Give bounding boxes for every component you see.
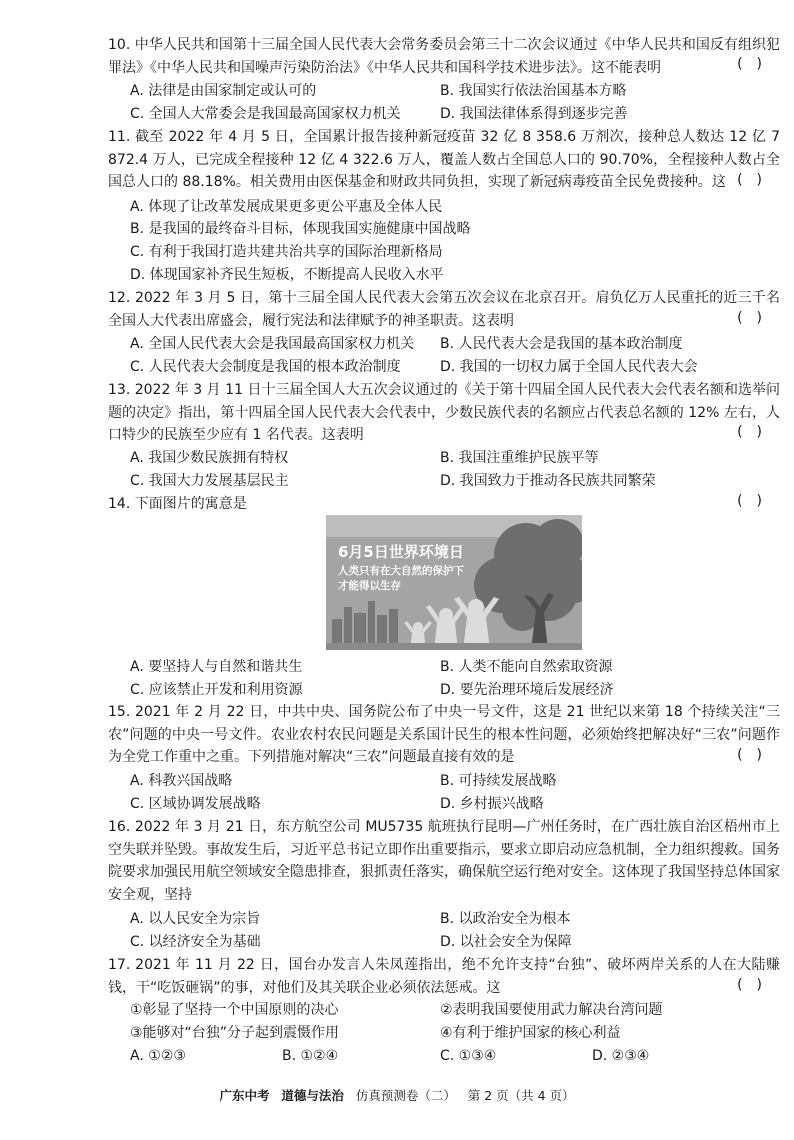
option-a[interactable]: A. 我国少数民族拥有特权: [130, 450, 289, 466]
question-number: 15.: [108, 704, 131, 720]
statement-3: ③能够对“台独”分子起到震慑作用: [130, 1025, 340, 1041]
option-d[interactable]: D. 我国致力于推动各民族共同繁荣: [440, 473, 656, 489]
question-16-stem: 16. 2022 年 3 月 21 日，东方航空公司 MU5735 航班执行昆明—广州任务时，在广西壮族自治区梧州市上空失联并坠毁。事故发生后，习近平总书记立即作出重要指示，要求立即启动应急机制，全力组织搜救。国务院要求加强民用航空领域安全隐患排查，狠抓责任落实，确保航空运行绝对安全。这体现了我国坚持总体国家安全观，坚持: [108, 819, 780, 903]
option-a[interactable]: A. 法律是由国家制定或认可的: [130, 83, 317, 99]
question-number: 11.: [108, 129, 131, 145]
answer-blank[interactable]: (): [737, 493, 776, 509]
option-c[interactable]: C. 应该禁止开发和利用资源: [130, 682, 303, 698]
question-number: 14.: [108, 496, 131, 512]
poster-subtitle: 人类只有在大自然的保护下 才能得以生存: [338, 565, 464, 592]
option-b[interactable]: B. 以政治安全为根本: [440, 911, 571, 927]
page-footer: [0, 1086, 794, 1104]
option-a[interactable]: A. ①②③: [130, 1048, 186, 1064]
answer-blank[interactable]: (): [737, 747, 776, 763]
option-d[interactable]: D. 我国法律体系得到逐步完善: [440, 106, 628, 122]
footer-page-number: 第 2 页（共 4 页）: [467, 1088, 575, 1103]
answer-blank[interactable]: (): [737, 56, 776, 72]
statement-4: ④有利于维护国家的核心利益: [440, 1025, 621, 1041]
option-c[interactable]: C. 我国大力发展基层民主: [130, 473, 289, 489]
option-d[interactable]: D. 要先治理环境后发展经济: [440, 682, 614, 698]
option-b[interactable]: B. 我国注重维护民族平等: [440, 450, 599, 466]
footer-exam: 广东中考: [219, 1088, 270, 1103]
environment-day-poster: [326, 515, 582, 650]
option-b[interactable]: B. 我国实行依法治国基本方略: [440, 83, 627, 99]
answer-blank[interactable]: (): [737, 424, 776, 440]
option-a[interactable]: A. 以人民安全为宗旨: [130, 911, 261, 927]
option-d[interactable]: D. 体现国家补齐民生短板，不断提高人民收入水平: [130, 267, 444, 283]
answer-blank[interactable]: (): [737, 172, 776, 188]
question-13-stem: 13. 2022 年 3 月 11 日十三届全国人大五次会议通过的《关于第十四届全国人民代表大会代表名额和选举问题的决定》指出，第十四届全国人民代表大会代表中，少数民族代表的名额应占代表总名额的 12% 左右，人口特少的民族至少应有 1 名代表。这表明: [108, 382, 780, 444]
option-b[interactable]: B. ①②④: [282, 1048, 339, 1064]
question-number: 10.: [108, 37, 131, 53]
footer-paper: 仿真预测卷（二）: [355, 1088, 456, 1103]
option-b[interactable]: B. 人民代表大会是我国的基本政治制度: [440, 336, 683, 352]
option-c[interactable]: C. 有利于我国打造共建共治共享的国际治理新格局: [130, 244, 443, 260]
option-b[interactable]: B. 可持续发展战略: [440, 773, 557, 789]
question-number: 17.: [108, 957, 131, 973]
question-15-stem: 15. 2021 年 2 月 22 日，中共中央、国务院公布了中央一号文件，这是 21 世纪以来第 18 个持续关注“三农”问题的中央一号文件。农业农村农民问题是关系国计民生的根本性问题，必须始终把解决好“三农”问题作为全党工作重中之重。下列措施对解决“三农”问题最直接有效的是: [108, 704, 780, 766]
question-number: 16.: [108, 819, 131, 835]
question-number: 12.: [108, 290, 131, 306]
statement-1: ①彰显了坚持一个中国原则的决心: [130, 1002, 339, 1018]
question-number: 13.: [108, 382, 131, 398]
option-c[interactable]: C. 全国人大常委会是我国最高国家权力机关: [130, 106, 401, 122]
option-a[interactable]: A. 体现了让改革发展成果更多更公平惠及全体人民: [130, 199, 443, 215]
poster-title: 6月5日世界环境日: [338, 543, 464, 561]
answer-blank[interactable]: (): [737, 310, 776, 326]
question-11-stem: 11. 截至 2022 年 4 月 5 日，全国累计报告接种新冠疫苗 32 亿 8 358.6 万剂次，接种总人数达 12 亿 7 872.4 万人，已完成全程接种 12 亿 4 322.6 万人，覆盖人数占全国总人口的 90.70%，全程接种人数占全国总人口的 88.18%。相关费用由医保基金和财政共同负担，实现了新冠病毒疫苗全民免费接种。这: [108, 129, 780, 191]
option-b[interactable]: B. 是我国的最终奋斗目标，体现我国实施健康中国战略: [130, 221, 471, 237]
statement-2: ②表明我国要使用武力解决台湾问题: [440, 1002, 663, 1018]
footer-subject: 道德与法治: [281, 1088, 344, 1103]
option-a[interactable]: A. 要坚持人与自然和谐共生: [130, 659, 303, 675]
option-a[interactable]: A. 科教兴国战略: [130, 773, 233, 789]
option-a[interactable]: A. 全国人民代表大会是我国最高国家权力机关: [130, 336, 415, 352]
option-c[interactable]: C. ①③④: [440, 1048, 497, 1064]
option-c[interactable]: C. 人民代表大会制度是我国的根本政治制度: [130, 359, 401, 375]
answer-blank[interactable]: (): [737, 977, 776, 993]
option-d[interactable]: D. 以社会安全为保障: [440, 934, 572, 950]
question-14-stem: 14. 下面图片的寓意是: [108, 496, 247, 512]
option-d[interactable]: D. 乡村振兴战略: [440, 796, 544, 812]
option-d[interactable]: D. 我国的一切权力属于全国人民代表大会: [440, 359, 698, 375]
option-c[interactable]: C. 区域协调发展战略: [130, 796, 261, 812]
question-17-stem: 17. 2021 年 11 月 22 日，国台办发言人朱凤莲指出，绝不允许支持“台独”、破坏两岸关系的人在大陆赚钱，干“吃饭砸锅”的事，对他们及其关联企业必须依法惩戒。这: [108, 957, 780, 996]
question-12-stem: 12. 2022 年 3 月 5 日，第十三届全国人民代表大会第五次会议在北京召开。肩负亿万人民重托的近三千名全国人大代表出席盛会，履行宪法和法律赋予的神圣职责。这表明: [108, 290, 780, 329]
question-10-stem: 10. 中华人民共和国第十三届全国人民代表大会常务委员会第三十二次会议通过《中华人民共和国反有组织犯罪法》《中华人民共和国噪声污染防治法》《中华人民共和国科学技术进步法》。这不能表明: [108, 37, 781, 76]
option-d[interactable]: D. ②③④: [592, 1048, 650, 1064]
option-c[interactable]: C. 以经济安全为基础: [130, 934, 261, 950]
option-b[interactable]: B. 人类不能向自然索取资源: [440, 659, 613, 675]
